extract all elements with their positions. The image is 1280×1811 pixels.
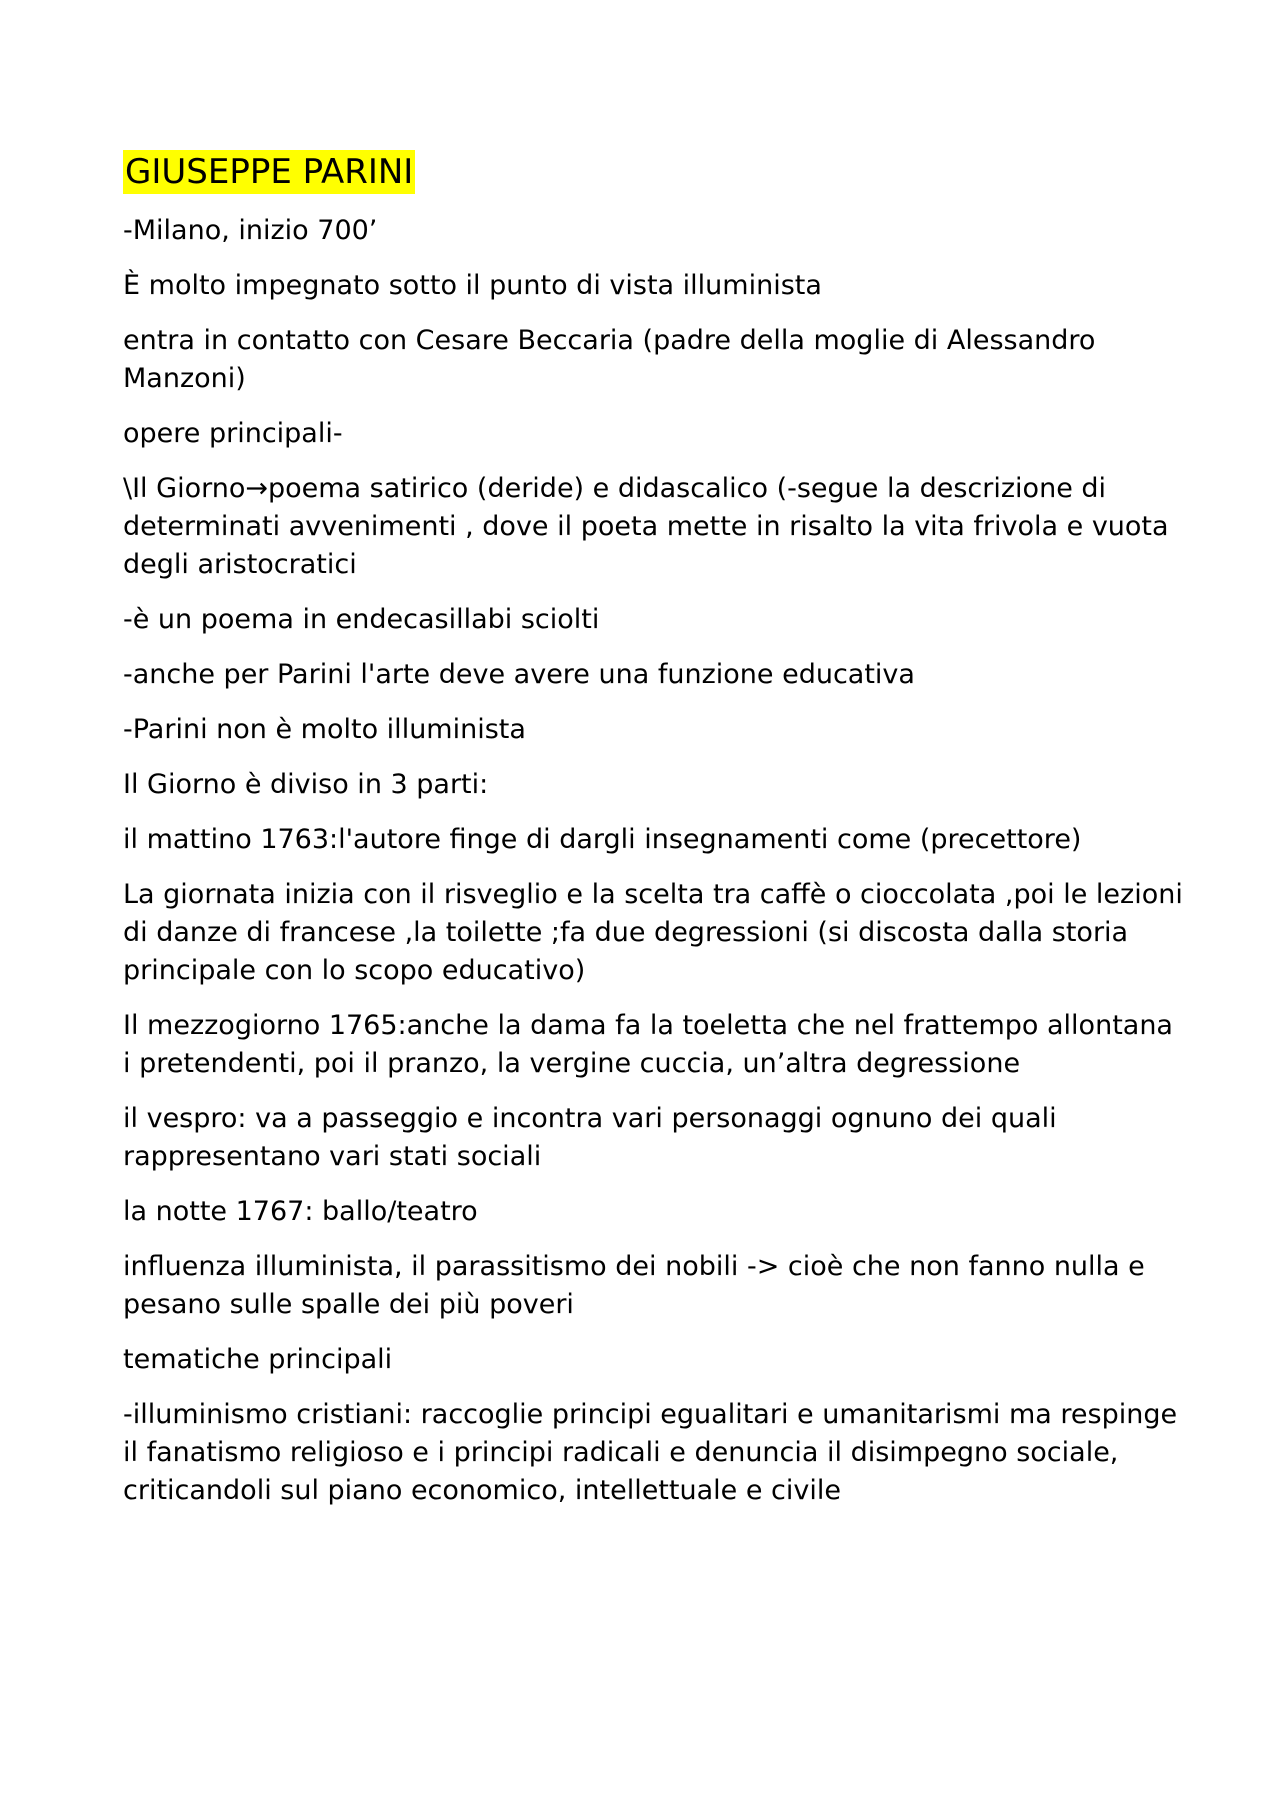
paragraph: -illuminismo cristiani: raccoglie principi egualitari e umanitarismi ma respinge il fanatismo religioso e i principi radicali e denuncia il disimpegno sociale, criticandoli sul piano economico, intellettuale e civile: [123, 1399, 1186, 1506]
paragraph: Il mezzogiorno 1765:anche la dama fa la toeletta che nel frattempo allontana i pretendenti, poi il pranzo, la vergine cuccia, un’altra degressione: [123, 1010, 1182, 1079]
paragraph: -è un poema in endecasillabi sciolti: [123, 604, 600, 635]
paragraph: La giornata inizia con il risveglio e la scelta tra caffè o cioccolata ,poi le lezioni di danze di francese ,la toilette ;fa due degressioni (si discosta dalla storia principale con lo scopo educativo): [123, 879, 1192, 986]
paragraph: il mattino 1763:l'autore finge di dargli insegnamenti come (precettore): [123, 824, 1082, 855]
paragraph: -Milano, inizio 700’: [123, 215, 378, 246]
paragraph: entra in contatto con Cesare Beccaria (padre della moglie di Alessandro Manzoni): [123, 325, 1105, 394]
paragraph: \Il Giorno→poema satirico (deride) e didascalico (-segue la descrizione di determinati avvenimenti , dove il poeta mette in risalto la vita frivola e vuota degli aristocratici: [123, 473, 1178, 580]
paragraph: influenza illuminista, il parassitismo dei nobili -> cioè che non fanno nulla e pesano sulle spalle dei più poveri: [123, 1251, 1154, 1320]
document-page: [123, 150, 1192, 1527]
paragraph: Il Giorno è diviso in 3 parti:: [123, 769, 489, 800]
paragraph: la notte 1767: ballo/teatro: [123, 1196, 478, 1227]
paragraph: opere principali-: [123, 418, 343, 449]
paragraph: il vespro: va a passeggio e incontra vari personaggi ognuno dei quali rappresentano vari stati sociali: [123, 1103, 1066, 1172]
document-title: GIUSEPPE PARINI: [125, 152, 414, 192]
paragraph: -anche per Parini l'arte deve avere una funzione educativa: [123, 659, 915, 690]
paragraph: -Parini non è molto illuminista: [123, 714, 526, 745]
paragraph: tematiche principali: [123, 1344, 393, 1375]
paragraph: È molto impegnato sotto il punto di vista illuminista: [123, 270, 822, 301]
